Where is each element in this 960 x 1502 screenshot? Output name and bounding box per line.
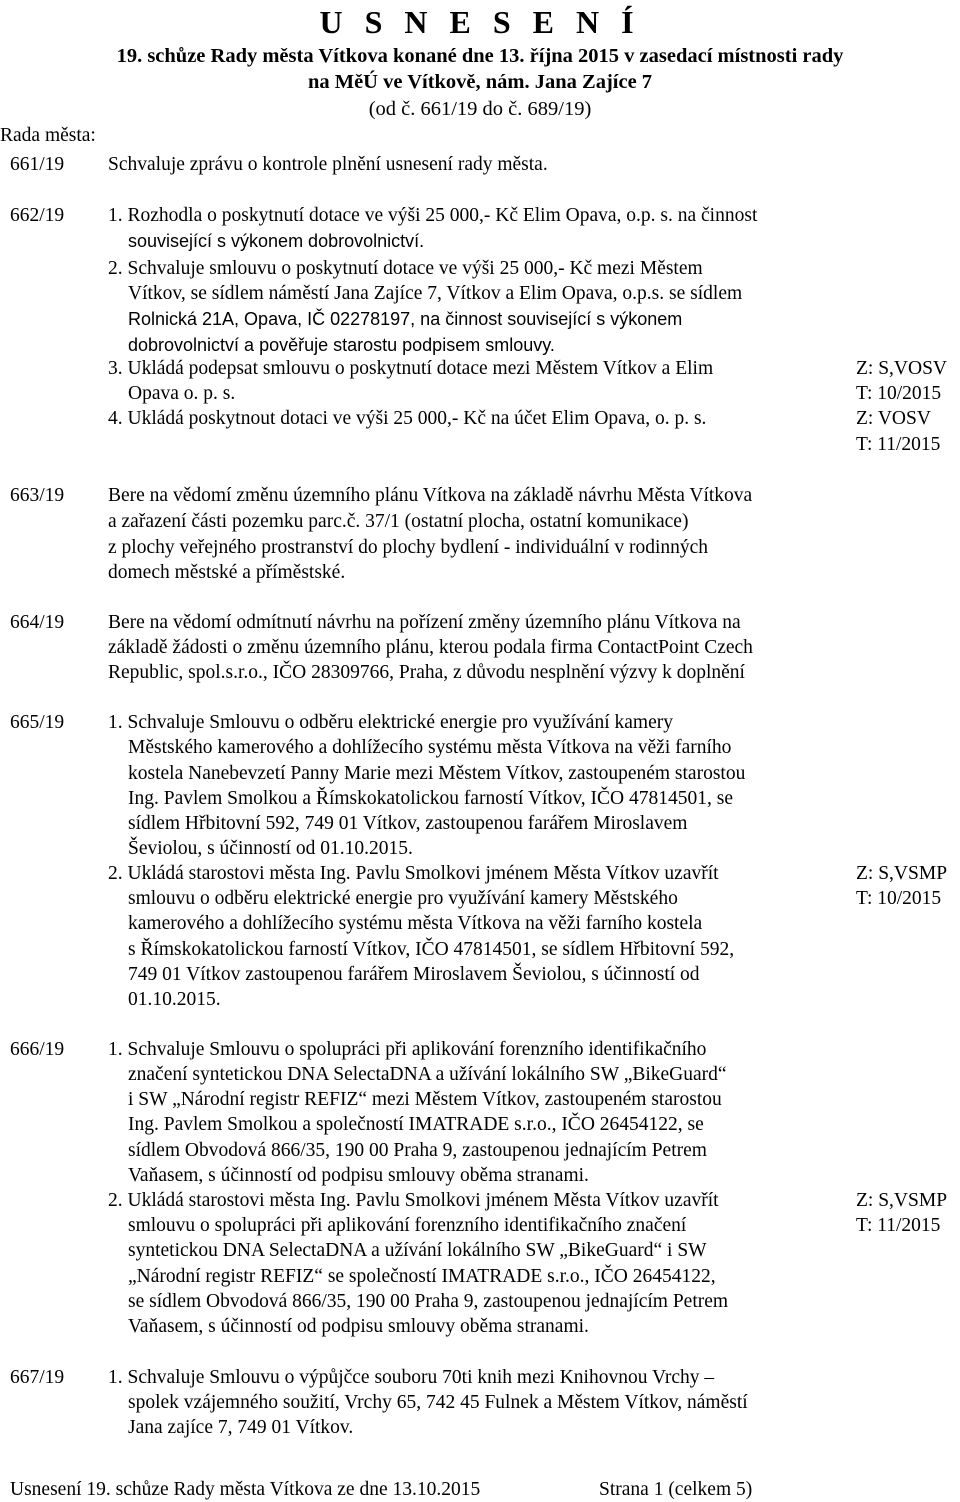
responsible-person: Z: S,VOSV	[856, 358, 948, 379]
resolution-text: Bere na vědomí změnu územního plánu Vítkova na základě návrhu Města Vítkova	[108, 485, 753, 506]
responsible-person: Z: S,VSMP	[856, 863, 948, 884]
resolution-text: 2. Ukládá starostovi města Ing. Pavlu Smolkovi jménem Města Vítkov uzavřít	[108, 863, 719, 884]
resolution-text: 1. Schvaluje Smlouvu o odběru elektrické energie pro využívání kamery	[108, 712, 673, 733]
resolution-text: dobrovolnictví a pověřuje starostu podpisem smlouvy.	[128, 335, 555, 355]
responsible-person: Z: VOSV	[856, 408, 931, 429]
responsible-person: Z: S,VSMP	[856, 1190, 948, 1211]
resolution-text: spolek vzájemného soužití, Vrchy 65, 742 45 Fulnek a Městem Vítkov, náměstí	[128, 1392, 748, 1413]
document-title: U S N E S E N Í	[319, 4, 641, 40]
resolution-text: smlouvu o spolupráci při aplikování forenzního identifikačního značení	[128, 1215, 687, 1236]
resolution-text: Ing. Pavlem Smolkou a Římskokatolickou farností Vítkov, IČO 47814501, se	[128, 788, 734, 809]
resolution-text: 2. Ukládá starostovi města Ing. Pavlu Smolkovi jménem Města Vítkov uzavřít	[108, 1190, 719, 1211]
resolution-range: (od č. 661/19 do č. 689/19)	[368, 98, 592, 120]
meeting-location: na MěÚ ve Vítkově, nám. Jana Zajíce 7	[307, 71, 653, 93]
resolution-text: 1. Schvaluje Smlouvu o spolupráci při aplikování forenzního identifikačního	[108, 1039, 707, 1060]
resolution-text: kostela Nanebevzetí Panny Marie mezi Městem Vítkov, zastoupeném starostou	[128, 763, 746, 784]
resolution-text: Vítkov, se sídlem náměstí Jana Zajíce 7, Vítkov a Elim Opava, o.p.s. se sídlem	[128, 283, 743, 304]
resolution-text: Schvaluje zprávu o kontrole plnění usnesení rady města.	[108, 154, 548, 175]
deadline: T: 10/2015	[856, 888, 942, 909]
resolution-text: a zařazení části pozemku parc.č. 37/1 (ostatní plocha, ostatní komunikace)	[108, 511, 689, 532]
resolution-text: z plochy veřejného prostranství do plochy bydlení - individuální v rodinných	[108, 537, 709, 558]
page-footer-title: Usnesení 19. schůze Rady města Vítkova ze dne 13.10.2015	[10, 1479, 481, 1500]
resolution-text: domech městské a příměstské.	[108, 562, 346, 583]
resolution-text: 4. Ukládá poskytnout dotaci ve výši 25 000,- Kč na účet Elim Opava, o. p. s.	[108, 408, 707, 429]
resolution-text: 01.10.2015.	[128, 989, 221, 1010]
resolution-text: Republic, spol.s.r.o., IČO 28309766, Praha, z důvodu nesplnění výzvy k doplnění	[108, 662, 745, 683]
resolution-number: 664/19	[10, 612, 65, 633]
resolution-text: 749 01 Vítkov zastoupenou farářem Miroslavem Ševiolou, s účinností od	[128, 964, 700, 985]
deadline: T: 11/2015	[856, 434, 941, 455]
meeting-heading: 19. schůze Rady města Vítkova konané dne 13. října 2015 v zasedací místnosti rady	[116, 45, 844, 67]
resolution-text: Ing. Pavlem Smolkou a společností IMATRADE s.r.o., IČO 26454122, se	[128, 1114, 704, 1135]
resolution-number: 662/19	[10, 205, 65, 226]
resolution-text: 2. Schvaluje smlouvu o poskytnutí dotace ve výši 25 000,- Kč mezi Městem	[108, 258, 703, 279]
resolution-text: základě žádosti o změnu územního plánu, kterou podala firma ContactPoint Czech	[108, 637, 753, 658]
resolution-text: Vaňasem, s účinností od podpisu smlouvy oběma stranami.	[128, 1165, 589, 1186]
resolution-text: 3. Ukládá podepsat smlouvu o poskytnutí dotace mezi Městem Vítkov a Elim	[108, 358, 714, 379]
resolution-text: syntetickou DNA SelectaDNA a užívání lokálního SW „BikeGuard“ i SW	[128, 1240, 707, 1261]
deadline: T: 11/2015	[856, 1215, 941, 1236]
resolution-text: Rolnická 21A, Opava, IČ 02278197, na činnost související s výkonem	[128, 309, 683, 329]
resolution-text: „Národní registr REFIZ“ se společností IMATRADE s.r.o., IČO 26454122,	[128, 1266, 716, 1287]
resolution-text: smlouvu o odběru elektrické energie pro využívání kamery Městského	[128, 888, 678, 909]
resolution-number: 663/19	[10, 485, 65, 506]
resolution-text: se sídlem Obvodová 866/35, 190 00 Praha 9, zastoupenou jednajícím Petrem	[128, 1291, 729, 1312]
resolution-number: 667/19	[10, 1367, 65, 1388]
resolution-number: 666/19	[10, 1039, 65, 1060]
resolution-text: 1. Schvaluje Smlouvu o výpůjčce souboru 70ti knih mezi Knihovnou Vrchy –	[108, 1367, 715, 1388]
resolution-text: sídlem Obvodová 866/35, 190 00 Praha 9, zastoupenou jednajícím Petrem	[128, 1140, 707, 1161]
resolution-text: Městského kamerového a dohlížecího systému města Vítkova na věži farního	[128, 737, 732, 758]
resolution-text: i SW „Národní registr REFIZ“ mezi Městem Vítkov, zastoupeném starostou	[128, 1089, 722, 1110]
deadline: T: 10/2015	[856, 383, 942, 404]
resolution-text: Jana zajíce 7, 749 01 Vítkov.	[128, 1417, 354, 1438]
resolution-number: 661/19	[10, 154, 65, 175]
resolution-text: sídlem Hřbitovní 592, 749 01 Vítkov, zastoupenou farářem Miroslavem	[128, 813, 688, 834]
resolution-text: Opava o. p. s.	[128, 383, 236, 404]
page-number: Strana 1 (celkem 5)	[599, 1479, 753, 1500]
resolution-text: 1. Rozhodla o poskytnutí dotace ve výši 25 000,- Kč Elim Opava, o.p. s. na činnost	[108, 205, 758, 226]
resolution-text: Bere na vědomí odmítnutí návrhu na pořízení změny územního plánu Vítkova na	[108, 612, 741, 633]
resolution-text: s Římskokatolickou farností Vítkov, IČO 47814501, se sídlem Hřbitovní 592,	[128, 939, 735, 960]
resolution-text: Ševiolou, s účinností od 01.10.2015.	[128, 838, 413, 859]
resolution-text: kamerového a dohlížecího systému města Vítkova na věži farního kostela	[128, 913, 703, 934]
council-label: Rada města:	[0, 125, 96, 146]
resolution-text: související s výkonem dobrovolnictví.	[128, 231, 425, 251]
resolution-text: Vaňasem, s účinností od podpisu smlouvy oběma stranami.	[128, 1316, 589, 1337]
resolution-number: 665/19	[10, 712, 65, 733]
resolution-text: značení syntetickou DNA SelectaDNA a užívání lokálního SW „BikeGuard“	[128, 1064, 727, 1085]
